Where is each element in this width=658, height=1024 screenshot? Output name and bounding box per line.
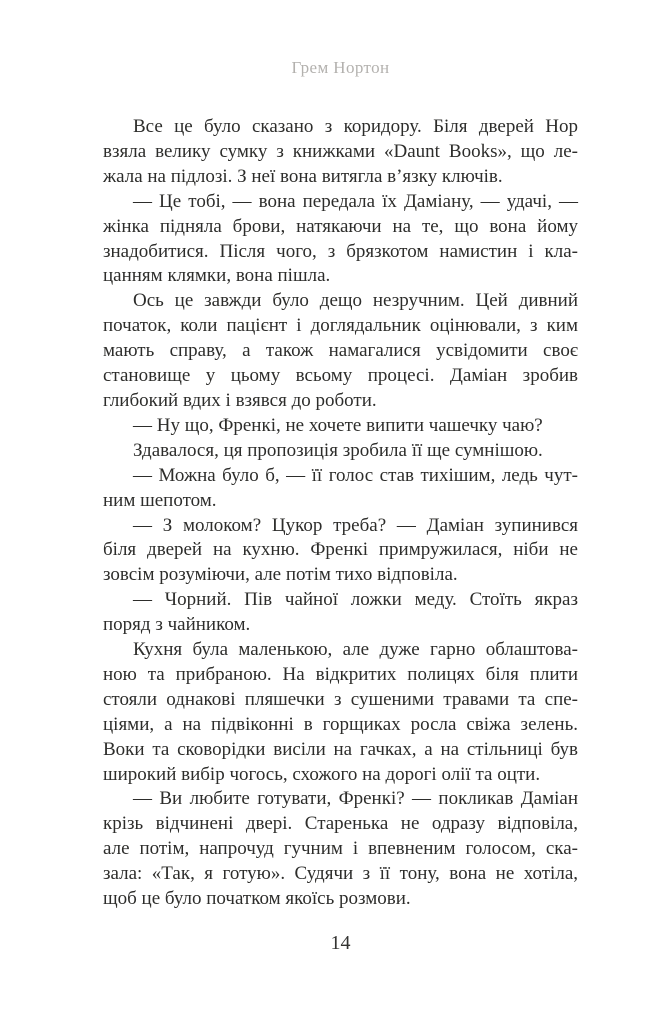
text-line: мають справу, а також намагалися усвідомити своє xyxy=(103,340,578,362)
text-line: зовсім розуміючи, але потім тихо відповіла. xyxy=(103,564,458,586)
text-line: — Чорний. Пів чайної ложки меду. Стоїть якраз xyxy=(133,589,578,611)
text-line: Воки та сковорідки висіли на гачках, а на стільниці був xyxy=(103,738,578,760)
text-line: взяла велику сумку з книжками «Daunt Books», що ле- xyxy=(103,140,578,162)
text-line: — З молоком? Цукор треба? — Даміан зупинився xyxy=(133,514,578,536)
text-line: Здавалося, ця пропозиція зробила її ще сумнішою. xyxy=(133,439,543,461)
text-line: становище у цьому всьому процесі. Даміан зробив xyxy=(103,365,578,387)
text-line: — Це тобі, — вона передала їх Даміану, — удачі, — xyxy=(133,190,578,212)
text-line: широкий вибір чогось, схожого на дорогі олії та оцти. xyxy=(103,763,541,785)
text-line: ною та прибраною. На відкритих полицях біля плити xyxy=(103,663,578,685)
text-line: поряд з чайником. xyxy=(103,614,251,636)
text-line: знадобитися. Після чого, з брязкотом намистин і кла- xyxy=(103,240,578,262)
running-header-author: Грем Нортон xyxy=(291,58,390,77)
text-line: — Можна було б, — її голос став тихішим, ледь чут- xyxy=(133,464,578,486)
body-text xyxy=(103,115,578,912)
text-line: Ось це завжди було дещо незручним. Цей дивний xyxy=(133,290,578,312)
text-line: Все це було сказано з коридору. Біля дверей Нор xyxy=(133,116,578,137)
text-line: ціями, а на підвіконні в горщиках росла свіжа зелень. xyxy=(103,713,578,735)
text-line: — Ви любите готувати, Френкі? — покликав Даміан xyxy=(133,788,578,810)
text-line: біля дверей на кухню. Френкі примружилася, ніби не xyxy=(103,539,578,561)
text-line: крізь відчинені двері. Старенька не одразу відповіла, xyxy=(103,813,578,835)
text-line: цанням клямки, вона пішла. xyxy=(103,265,331,287)
text-line: зала: «Так, я готую». Судячи з її тону, вона не хотіла, xyxy=(103,863,578,885)
text-line: — Ну що, Френкі, не хочете випити чашечку чаю? xyxy=(133,414,543,436)
page-number: 14 xyxy=(330,932,351,954)
text-line: стояли однакові пляшечки з сушеними травами та спе- xyxy=(103,688,578,710)
text-line: щоб це було початком якоїсь розмови. xyxy=(103,888,411,910)
text-line: початок, коли пацієнт і доглядальник оцінювали, з ким xyxy=(103,315,578,337)
text-line: жала на підлозі. З неї вона витягла в’язку ключів. xyxy=(103,165,503,187)
text-line: Кухня була маленькою, але дуже гарно облаштова- xyxy=(133,639,578,661)
text-line: глибокий вдих і взявся до роботи. xyxy=(103,389,377,411)
text-line: жінка підняла брови, натякаючи на те, що вона йому xyxy=(103,215,578,237)
text-line: але потім, напрочуд гучним і впевненим голосом, ска- xyxy=(103,838,578,860)
text-line: ним шепотом. xyxy=(103,489,217,511)
